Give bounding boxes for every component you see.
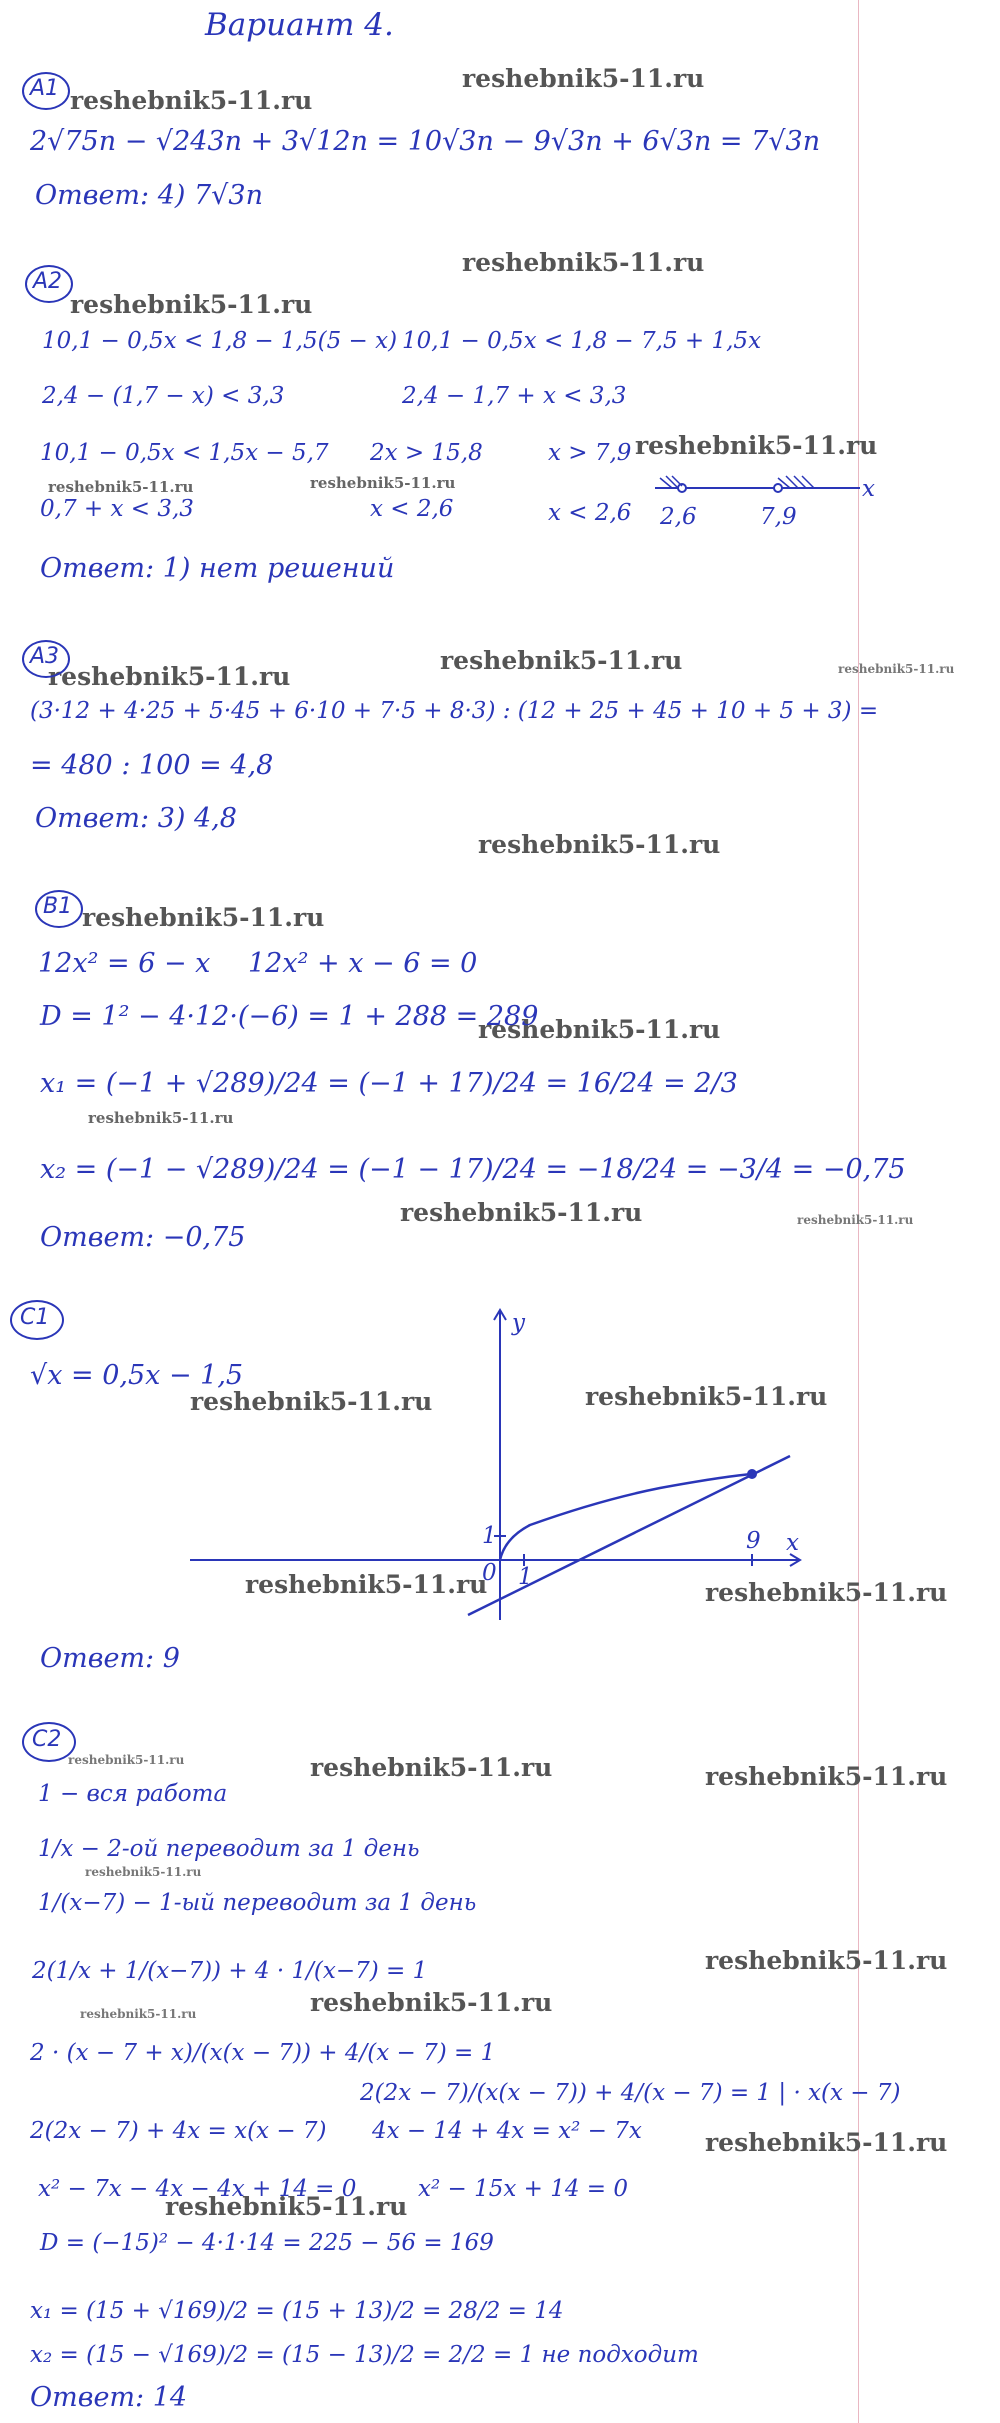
watermark: reshebnik5-11.ru bbox=[440, 646, 683, 675]
watermark: reshebnik5-11.ru bbox=[705, 1946, 948, 1975]
watermark: reshebnik5-11.ru bbox=[48, 662, 291, 691]
task-label-a1: A1 bbox=[30, 76, 60, 101]
a2-system4-line1: 2x > 15,8 bbox=[370, 440, 483, 466]
watermark: reshebnik5-11.ru bbox=[82, 903, 325, 932]
a2-system4-line2: x < 2,6 bbox=[370, 496, 454, 522]
c2-root1: x₁ = (15 + √169)/2 = (15 + 13)/2 = 28/2 = 14 bbox=[30, 2298, 564, 2324]
a2-system5-line2: x < 2,6 bbox=[548, 500, 632, 526]
watermark: reshebnik5-11.ru bbox=[85, 1865, 202, 1879]
task-label-a2: A2 bbox=[33, 269, 63, 294]
c2-answer: Ответ: 14 bbox=[30, 2382, 188, 2413]
a2-system3-line1: 10,1 − 0,5x < 1,5x − 5,7 bbox=[40, 440, 329, 466]
a2-point-7-9 bbox=[774, 484, 782, 492]
a2-system1-line1: 10,1 − 0,5x < 1,8 − 1,5(5 − x) bbox=[42, 328, 398, 354]
watermark: reshebnik5-11.ru bbox=[310, 1988, 553, 2017]
c1-answer: Ответ: 9 bbox=[40, 1643, 180, 1674]
c1-tick-x1-label: 1 bbox=[518, 1564, 533, 1590]
task-label-c1: C1 bbox=[20, 1305, 50, 1330]
c2-step2b: 4x − 14 + 4x = x² − 7x bbox=[372, 2118, 642, 2144]
a2-system2-line1: 10,1 − 0,5x < 1,8 − 7,5 + 1,5x bbox=[402, 328, 762, 354]
watermark: reshebnik5-11.ru bbox=[70, 86, 313, 115]
a2-axis-point-2-6: 2,6 bbox=[660, 504, 697, 530]
c2-step3b: x² − 15x + 14 = 0 bbox=[418, 2176, 629, 2202]
watermark: reshebnik5-11.ru bbox=[245, 1570, 488, 1599]
c2-line-first-worker: 1/(x−7) − 1-ый переводит за 1 день bbox=[38, 1890, 477, 1916]
c2-step1a: 2 · (x − 7 + x)/(x(x − 7)) + 4/(x − 7) = 1 bbox=[30, 2040, 496, 2066]
watermark: reshebnik5-11.ru bbox=[705, 1762, 948, 1791]
c1-intersection-point bbox=[747, 1469, 757, 1479]
c1-x-label: x bbox=[786, 1530, 799, 1556]
c2-step3a: x² − 7x − 4x − 4x + 14 = 0 bbox=[38, 2176, 357, 2202]
variant-title: Вариант 4. bbox=[205, 7, 394, 43]
b1-root2: x₂ = (−1 − √289)/24 = (−1 − 17)/24 = −18/24 = −3/4 = −0,75 bbox=[40, 1154, 906, 1185]
a3-solution-line2: = 480 : 100 = 4,8 bbox=[30, 750, 274, 781]
a1-answer: Ответ: 4) 7√3n bbox=[35, 180, 263, 211]
b1-answer: Ответ: −0,75 bbox=[40, 1222, 246, 1253]
a3-solution-line1: (3·12 + 4·25 + 5·45 + 6·10 + 7·5 + 8·3) : (12 + 25 + 45 + 10 + 5 + 3) = bbox=[30, 698, 879, 724]
watermark: reshebnik5-11.ru bbox=[462, 248, 705, 277]
b1-root1: x₁ = (−1 + √289)/24 = (−1 + 17)/24 = 16/24 = 2/3 bbox=[40, 1068, 738, 1099]
watermark: reshebnik5-11.ru bbox=[462, 64, 705, 93]
task-label-a3: A3 bbox=[30, 644, 60, 669]
watermark: reshebnik5-11.ru bbox=[478, 1015, 721, 1044]
b1-equation: 12x² = 6 − x bbox=[38, 948, 211, 979]
c1-sqrt-curve bbox=[500, 1474, 752, 1560]
c2-discriminant: D = (−15)² − 4·1·14 = 225 − 56 = 169 bbox=[40, 2230, 494, 2256]
watermark: reshebnik5-11.ru bbox=[165, 2192, 408, 2221]
c2-step1b: 2(2x − 7)/(x(x − 7)) + 4/(x − 7) = 1 | · x(x − 7) bbox=[360, 2080, 901, 2106]
a3-answer: Ответ: 3) 4,8 bbox=[35, 803, 237, 834]
watermark: reshebnik5-11.ru bbox=[838, 662, 955, 676]
c1-tick-y1-label: 1 bbox=[482, 1523, 497, 1549]
watermark: reshebnik5-11.ru bbox=[635, 431, 878, 460]
task-label-b1: B1 bbox=[43, 894, 73, 919]
c2-line-work: 1 − вся работа bbox=[38, 1781, 228, 1807]
c1-y-label: y bbox=[512, 1310, 525, 1336]
c1-tick-x9-label: 9 bbox=[746, 1528, 761, 1554]
watermark: reshebnik5-11.ru bbox=[310, 1753, 553, 1782]
watermark: reshebnik5-11.ru bbox=[585, 1382, 828, 1411]
watermark: reshebnik5-11.ru bbox=[400, 1198, 643, 1227]
watermark: reshebnik5-11.ru bbox=[310, 474, 456, 492]
c1-equation: √x = 0,5x − 1,5 bbox=[30, 1360, 244, 1391]
watermark: reshebnik5-11.ru bbox=[80, 2007, 197, 2021]
watermark: reshebnik5-11.ru bbox=[705, 1578, 948, 1607]
a2-axis-x-label: x bbox=[862, 476, 875, 502]
c1-origin-label: 0 bbox=[482, 1560, 497, 1586]
watermark: reshebnik5-11.ru bbox=[190, 1387, 433, 1416]
watermark: reshebnik5-11.ru bbox=[478, 830, 721, 859]
task-label-c2: C2 bbox=[32, 1727, 62, 1752]
a2-system5-line1: x > 7,9 bbox=[548, 440, 632, 466]
a2-system1-line2: 2,4 − (1,7 − x) < 3,3 bbox=[42, 383, 285, 409]
watermark: reshebnik5-11.ru bbox=[705, 2128, 948, 2157]
watermark: reshebnik5-11.ru bbox=[70, 290, 313, 319]
watermark: reshebnik5-11.ru bbox=[68, 1753, 185, 1767]
watermark: reshebnik5-11.ru bbox=[797, 1213, 914, 1227]
c2-step2a: 2(2x − 7) + 4x = x(x − 7) bbox=[30, 2118, 327, 2144]
c2-line-second-worker: 1/x − 2-ой переводит за 1 день bbox=[38, 1836, 420, 1862]
c2-root2: x₂ = (15 − √169)/2 = (15 − 13)/2 = 2/2 = 1 не подходит bbox=[30, 2342, 699, 2368]
watermark: reshebnik5-11.ru bbox=[88, 1109, 234, 1127]
a2-system3-line2: 0,7 + x < 3,3 bbox=[40, 496, 194, 522]
a1-solution-line: 2√75n − √243n + 3√12n = 10√3n − 9√3n + 6√3n = 7√3n bbox=[30, 126, 821, 157]
a2-system2-line2: 2,4 − 1,7 + x < 3,3 bbox=[402, 383, 627, 409]
b1-discriminant: D = 1² − 4·12·(−6) = 1 + 288 = 289 bbox=[40, 1001, 539, 1032]
watermark: reshebnik5-11.ru bbox=[48, 478, 194, 496]
a2-answer: Ответ: 1) нет решений bbox=[40, 553, 395, 584]
a2-hatch-right bbox=[778, 476, 814, 488]
a2-axis-point-7-9: 7,9 bbox=[760, 504, 797, 530]
c2-equation: 2(1/x + 1/(x−7)) + 4 · 1/(x−7) = 1 bbox=[32, 1958, 428, 1984]
b1-equation-standard: 12x² + x − 6 = 0 bbox=[248, 948, 478, 979]
